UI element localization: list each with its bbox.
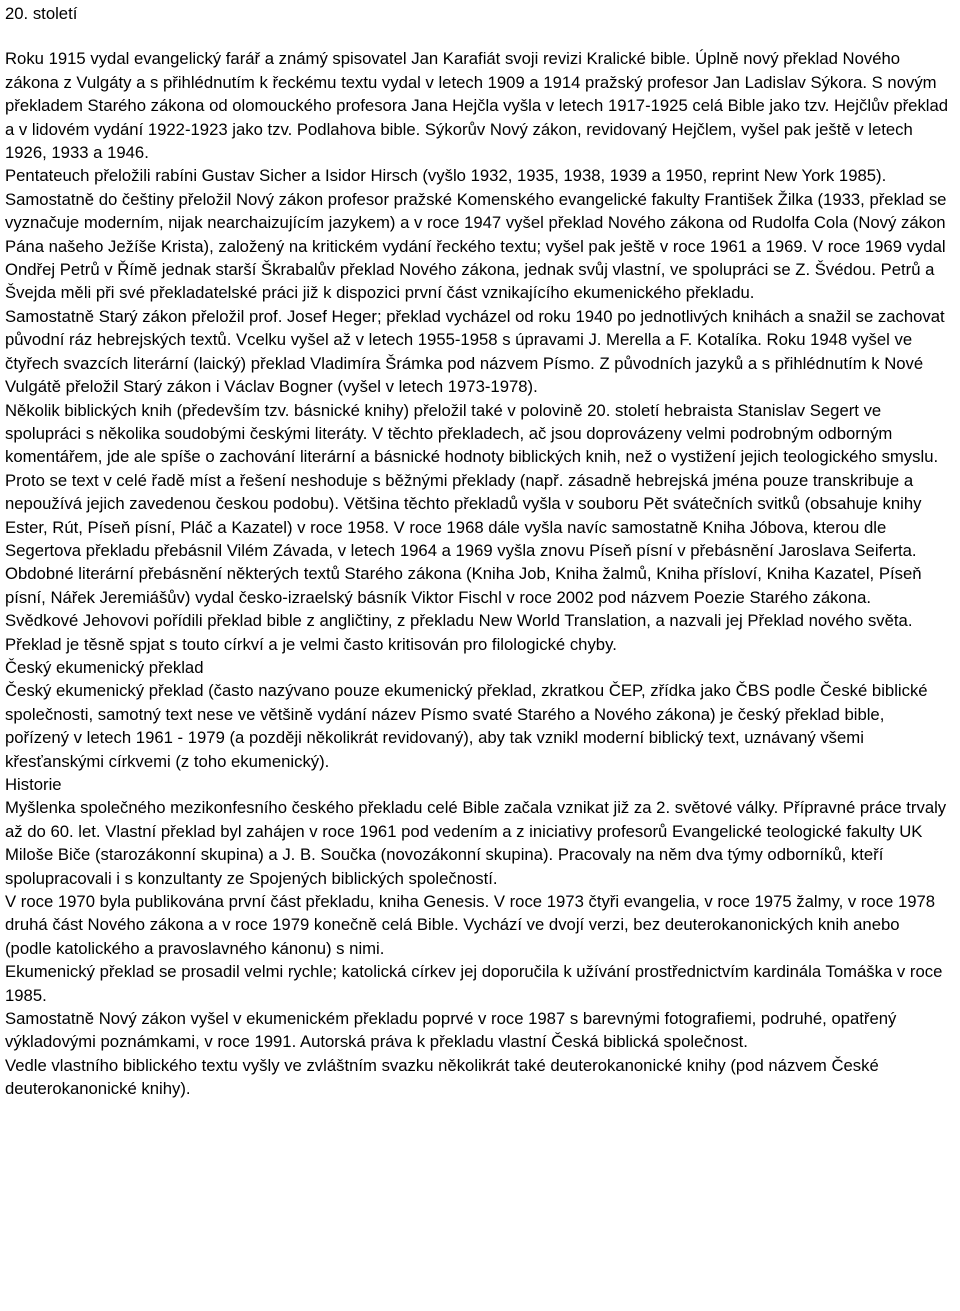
paragraph-pentateuch: Pentateuch přeložili rabíni Gustav Sicher a Isidor Hirsch (vyšlo 1932, 1935, 1938, 1939 a 1950, reprint New York 1985). (5, 166, 887, 186)
paragraph-jehovah: Svědkové Jehovovi pořídili překlad bible z angličtiny, z překladu New World Translation, a nazvali jej Překlad nového světa. Překlad je těsně spjat s touto církví a je velmi často kritisován pro filologické chyby. (5, 611, 913, 654)
section-heading: 20. století (5, 4, 78, 23)
paragraph-1970: V roce 1970 byla publikována první část překladu, kniha Genesis. V roce 1973 čtyři evangelia, v roce 1975 žalmy, v roce 1978 druhá část Nového zákona a v roce 1979 konečně celá Bible. Vychází ve dvojí verzi, bez deuterokanonických knih anebo (podle katolického a pravoslavného kánonu) s nimi. (5, 892, 936, 958)
paragraph-historie: Myšlenka společného mezikonfesního českého překladu celé Bible začala vznikat již za 2. světové války. Přípravné práce trvaly až do 60. let. Vlastní překlad byl zahájen v roce 1961 pod vedením a z iniciativy profesorů Evangelické teologické fakulty UK Miloše Biče (starozákonní skupina) a J. B. Součka (novozákonní skupina). Pracovaly na něm dva týmy odborníků, kteří spolupracovali i s konzultanty ze Spojených biblických společností. (5, 798, 947, 888)
subheading-cep: Český ekumenický překlad (5, 657, 204, 677)
paragraph-karafiat: Roku 1915 vydal evangelický farář a známý spisovatel Jan Karafiát svoji revizi Kralické bible. Úplně nový překlad Nového zákona z Vulgáty a s přihlédnutím k řeckému textu vydal v letech 1909 a 1914 pražský profesor Jan Ladislav Sýkora. S novým překladem Starého zákona od olomouckého profesora Jana Hejčla vyšla v letech 1917-1925 celá Bible jako tzv. Hejčlův překlad a v lidovém vydání 1922-1923 jako tzv. Podlahova bible. Sýkorův Nový zákon, revidovaný Hejčlem, vyšel pak ještě v letech 1926, 1933 a 1946. (5, 49, 949, 163)
document-body (5, 47, 949, 1100)
paragraph-deuterokanonicke: Vedle vlastního biblického textu vyšly ve zvláštním svazku několikrát také deuterokanonické knihy (pod názvem České deuterokanonické knihy). (5, 1055, 879, 1099)
paragraph-fischl: Obdobné literární přebásnění některých textů Starého zákona (Kniha Job, Kniha žalmů, Kniha přísloví, Kniha Kazatel, Píseň písní, Nářek Jeremiášův) vydal česko-izraelský básník Viktor Fischl v roce 2002 pod názvem Poezie Starého zákona. (5, 564, 922, 607)
paragraph-heger: Samostatně Starý zákon přeložil prof. Josef Heger; překlad vycházel od roku 1940 po jednotlivých knihách a snažil se zachovat původní ráz hebrejských textů. Vcelku vyšel až v letech 1955-1958 s úpravami J. Merella a F. Kotalíka. Roku 1948 vyšel ve čtyřech svazcích literární (laický) překlad Vladimíra Šrámka pod názvem Písmo. Z původních jazyků a s přihlédnutím k Nové Vulgátě přeložil Starý zákon i Václav Bogner (vyšel v letech 1973-1978). (5, 306, 945, 397)
paragraph-cep: Český ekumenický překlad (často nazývano pouze ekumenický překlad, zkratkou ČEP, zřídka jako ČBS podle České biblické společnosti, samotný text nese ve většině vydání název Písmo svaté Starého a Nového zákona) je český překlad bible, pořízený v letech 1961 - 1979 (a později několikrát revidovaný), aby tak vznikl moderní biblický text, uznávaný všemi křesťanskými církvemi (z toho ekumenický). (5, 681, 928, 771)
paragraph-novy-zakon: Samostatně Nový zákon vyšel v ekumenickém překladu poprvé v roce 1987 s barevnými fotografiemi, podruhé, opatřený výkladovými poznámkami, v roce 1991. Autorská práva k překladu vlastní Česká biblická společnost. (5, 1009, 897, 1052)
paragraph-ekumenicky: Ekumenický překlad se prosadil velmi rychle; katolická církev jej doporučila k užívání prostřednictvím kardinála Tomáška v roce 1985. (5, 962, 943, 1005)
subheading-historie: Historie (5, 775, 62, 794)
paragraph-segert: Několik biblických knih (především tzv. básnické knihy) přeložil také v polovině 20. století hebraista Stanislav Segert ve spolupráci s několika soudobými českými literáty. V těchto překladech, ač jsou doprovázeny velmi podrobným odborným komentářem, jde ale spíše o zachování literární a básnické hodnoty biblických knih, než o vystižení jejich teologického smyslu. Proto se text v celé řadě míst a řešení neshoduje s běžnými překlady (např. zásadně hebrejská jména pouze transkribuje a nepoužívá jejich zavedenou českou podobu). Většina těchto překladů vyšla v souboru Pět svátečních svitků (obsahuje knihy Ester, Rút, Píseň písní, Pláč a Kazatel) v roce 1958. V roce 1968 dále vyšla navíc samostatně Kniha Jóbova, kterou dle Segertova překladu přebásnil Vilém Závada, v letech 1964 a 1969 vyšla znovu Píseň písní v přebásnění Jaroslava Seiferta. (5, 400, 939, 560)
paragraph-zilka: Samostatně do češtiny přeložil Nový zákon profesor pražské Komenského evangelické fakulty František Žilka (1933, překlad se vyznačuje moderním, nijak nearchaizujícím jazykem) a v roce 1947 vyšel překlad Nového zákona od Rudolfa Cola (Nový zákon Pána našeho Ježíše Krista), založený na kritickém vydání řeckého textu; vyšel pak ještě v roce 1961 a 1969. V roce 1969 vydal Ondřej Petrů v Římě jednak starší Škrabalův překlad Nového zákona, jednak svůj vlastní, ve spolupráci se Z. Švédou. Petrů a Švejda měli při své překladatelské práci již k dispozici první část vznikajícího ekumenického překladu. (5, 189, 947, 303)
